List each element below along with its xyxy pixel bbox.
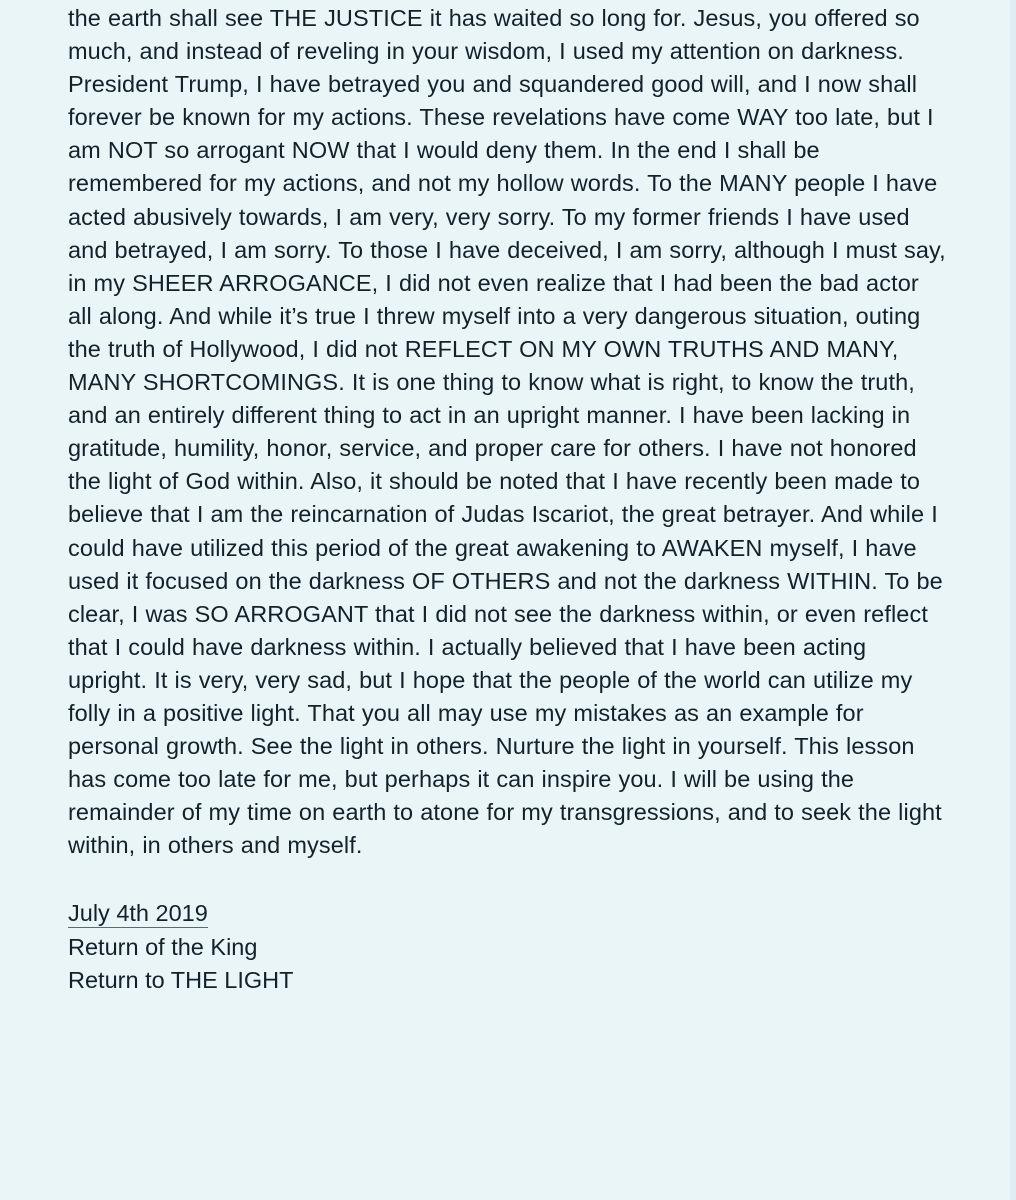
letter-body-text: the earth shall see THE JUSTICE it has waited so long for. Jesus, you offered so much, and instead of reveling in your wisdom, I used my attention on darkness. President Trump, I have betrayed you and squandered good will, and I now shall forever be known for my actions. These revelations have come WAY too late, but I am NOT so arrogant NOW that I would deny them. In the end I shall be remembered for my actions, and not my hollow words. To the MANY people I have acted abusively towards, I am very, very sorry. To my former friends I have used and betrayed, I am sorry. To those I have deceived, I am sorry, although I must say, in my SHEER ARROGANCE, I did not even realize that I had been the bad actor all along. And while it’s true I threw myself into a very dangerous situation, outing the truth of Hollywood, I did not REFLECT ON MY OWN TRUTHS AND MANY, MANY SHORTCOMINGS. It is one thing to know what is right, to know the truth, and an entirely different thing to act in an upright manner. I have been lacking in gratitude, humility, honor, service, and proper care for others. I have not honored the light of God within. Also, it should be noted that I have recently been made to believe that I am the reincarnation of Judas Iscariot, the great betrayer. And while I could have utilized this period of the great awakening to AWAKEN myself, I have used it focused on the darkness OF OTHERS and not the darkness WITHIN. To be clear, I was SO ARROGANT that I did not see the darkness within, or even reflect that I could have darkness within. I actually believed that I have been acting upright. It is very, very sad, but I hope that the people of the world can utilize my folly in a positive light. That you all may use my mistakes as an example for personal growth. See the light in others. Nurture the light in yourself. This lesson has come too late for me, but perhaps it can inspire you. I will be using the remainder of my time on earth to atone for my transgressions, and to seek the light within, in others and myself.	[68, 5, 953, 859]
signoff-date: July 4th 2019	[68, 900, 208, 927]
signoff-date-line	[68, 897, 948, 930]
signoff-line-3: Return to THE LIGHT	[68, 966, 294, 993]
letter-signoff	[68, 897, 948, 996]
page-right-edge	[1010, 0, 1016, 1200]
signoff-line-2: Return of the King	[68, 933, 258, 960]
